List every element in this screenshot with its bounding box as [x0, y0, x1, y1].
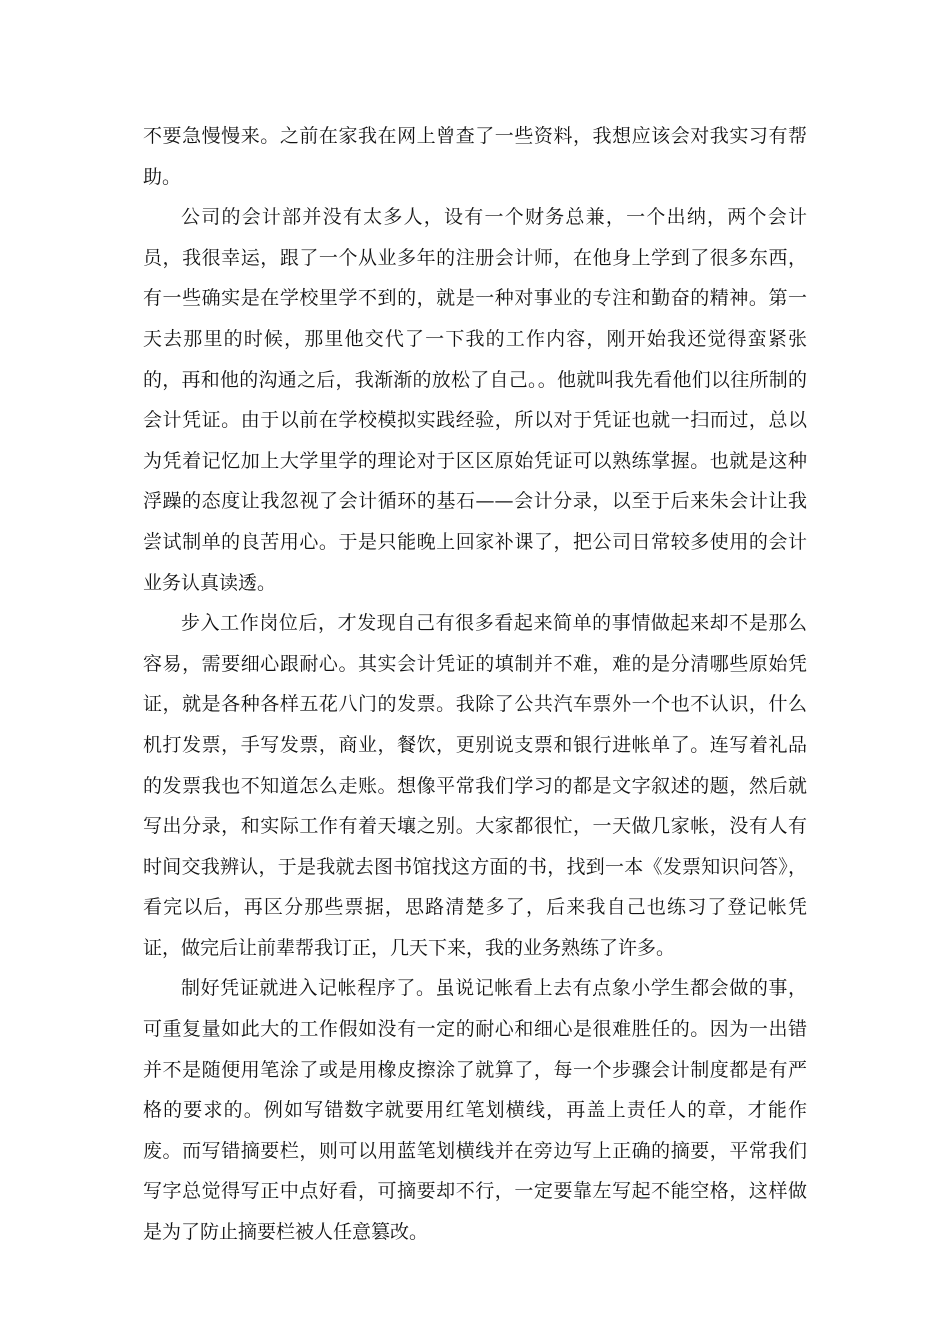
paragraph-work-experience: 步入工作岗位后，才发现自己有很多看起来简单的事情做起来却不是那么容易，需要细心跟耐心。其实会计凭证的填制并不难，难的是分清哪些原始凭证，就是各种各样五花八门的发票。我除了公共汽车票外一个也不认识，什么机打发票，手写发票，商业，餐饮，更别说支票和银行进帐单了。连写着礼品的发票我也不知道怎么走账。想像平常我们学习的都是文字叙述的题，然后就写出分录，和实际工作有着天壤之别。大家都很忙，一天做几家帐，没有人有时间交我辨认，于是我就去图书馆找这方面的书，找到一本《发票知识问答》，看完以后，再区分那些票据，思路清楚多了，后来我自己也练习了登记帐凭证，做完后让前辈帮我订正，几天下来，我的业务熟练了许多。 — [143, 612, 807, 959]
document-body — [143, 116, 807, 1253]
paragraph-bookkeeping: 制好凭证就进入记帐程序了。虽说记帐看上去有点象小学生都会做的事，可重复量如此大的工作假如没有一定的耐心和细心是很难胜任的。因为一出错并不是随便用笔涂了或是用橡皮擦涂了就算了，每一个步骤会计制度都是有严格的要求的。例如写错数字就要用红笔划横线，再盖上责任人的章，才能作废。而写错摘要栏，则可以用蓝笔划横线并在旁边写上正确的摘要，平常我们写字总觉得写正中点好看，可摘要却不行，一定要靠左写起不能空格，这样做是为了防止摘要栏被人任意篡改。 — [143, 977, 807, 1244]
paragraph-continued: 不要急慢慢来。之前在家我在网上曾查了一些资料，我想应该会对我实习有帮助。 — [143, 125, 807, 188]
paragraph-accounting-department: 公司的会计部并没有太多人，设有一个财务总兼，一个出纳，两个会计员，我很幸运，跟了一个从业多年的注册会计师，在他身上学到了很多东西，有一些确实是在学校里学不到的，就是一种对事业的专注和勤奋的精神。第一天去那里的时候，那里他交代了一下我的工作内容，刚开始我还觉得蛮紧张的，再和他的沟通之后，我渐渐的放松了自己。。他就叫我先看他们以往所制的会计凭证。由于以前在学校模拟实践经验，所以对于凭证也就一扫而过，总以为凭着记忆加上大学里学的理论对于区区原始凭证可以熟练掌握。也就是这种浮躁的态度让我忽视了会计循环的基石——会计分录，以至于后来朱会计让我尝试制单的良苦用心。于是只能晚上回家补课了，把公司日常较多使用的会计业务认真读透。 — [143, 206, 807, 594]
